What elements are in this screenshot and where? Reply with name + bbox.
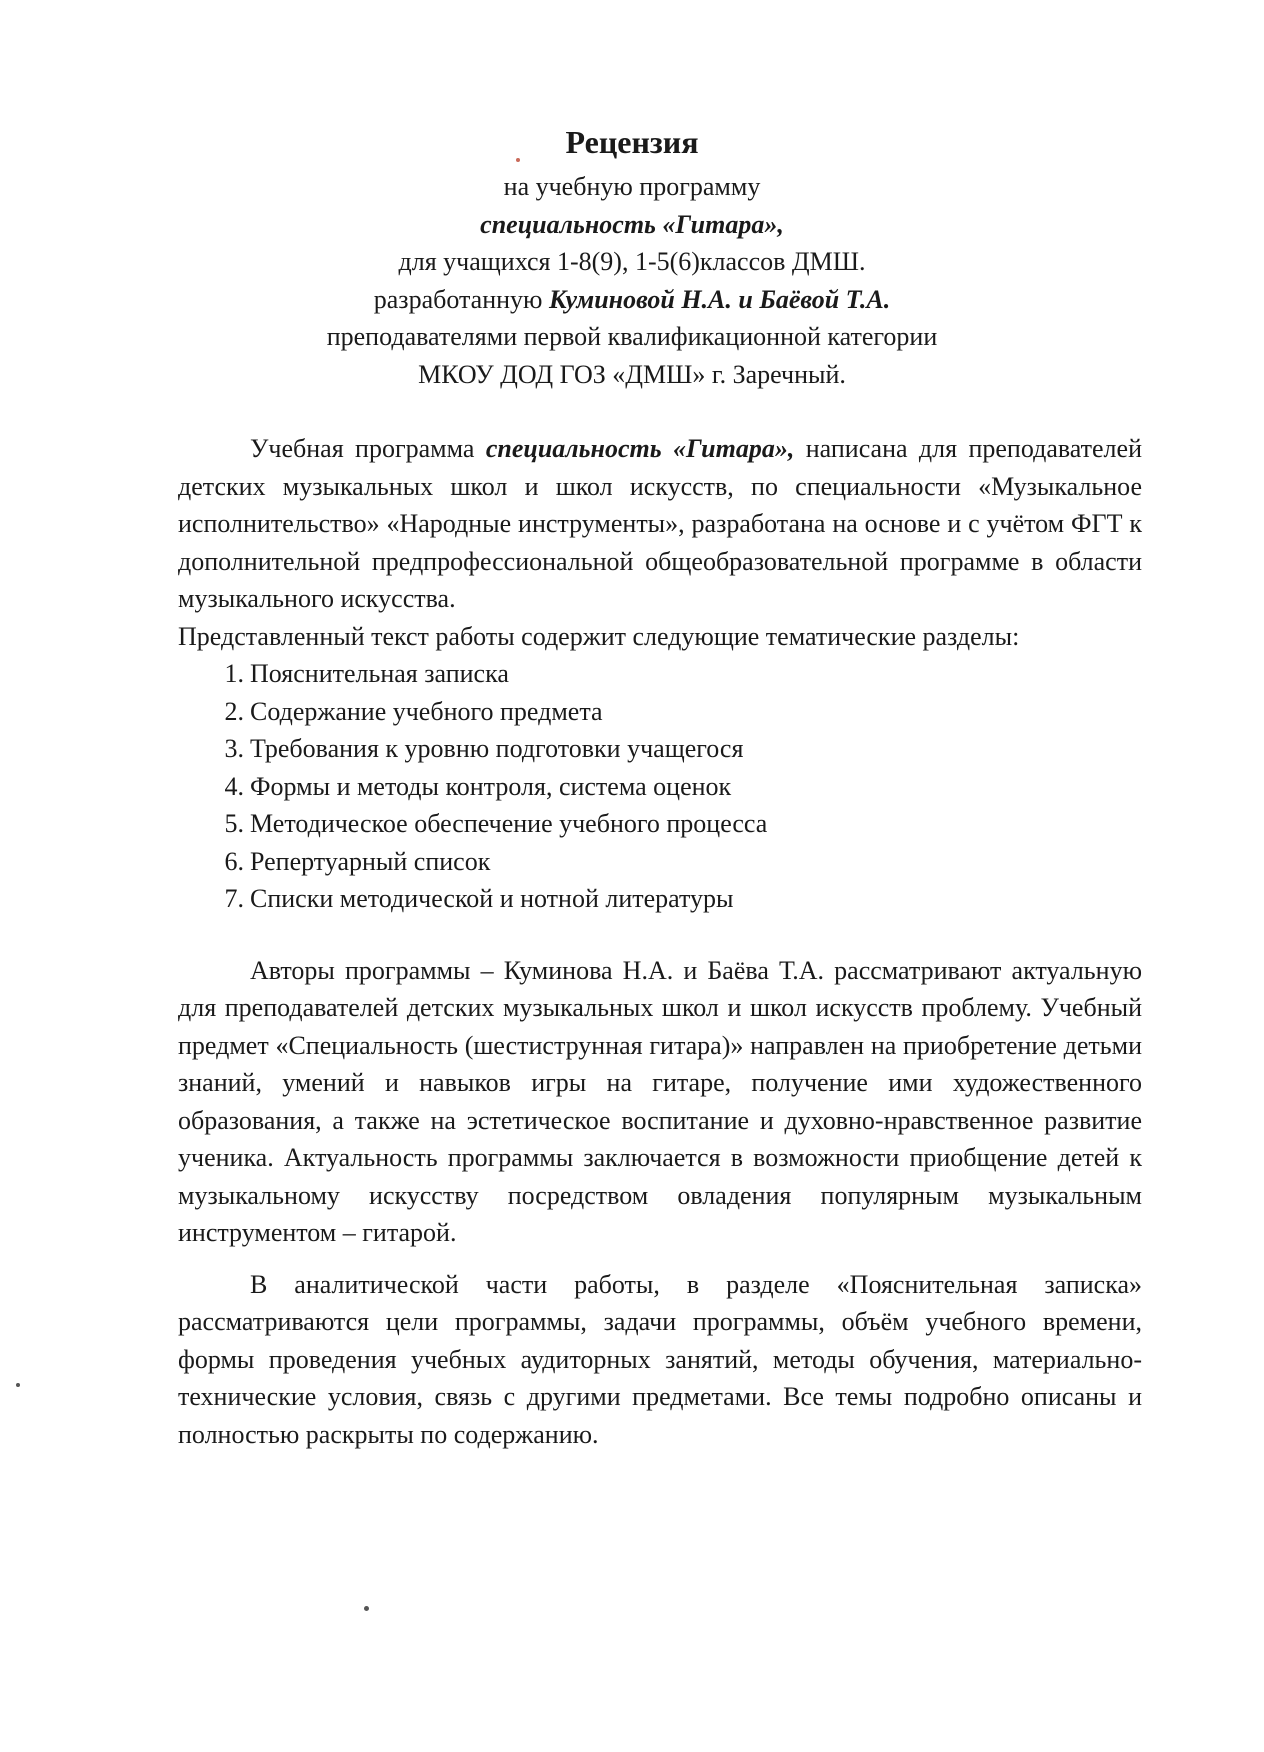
- header-line-institution: МКОУ ДОД ГОЗ «ДМШ» г. Заречный.: [418, 359, 846, 389]
- authors-paragraph: Авторы программы – Куминова Н.А. и Баёва Т.А. рассматривают актуальную для преподавателей детских музыкальных школ и школ искусств проблему. Учебный предмет «Специальность (шестиструнная гитара)» направлен на приобретение детьми знаний, умений и навыков игры на гитаре, получение ими художественного образования, а также на эстетическое воспитание и духовно-нравственное развитие ученика. Актуальность программы заключается в возможности приобщение детей к музыкальному искусству посредством овладения популярным музыкальным инструментом – гитарой.: [178, 955, 1142, 1247]
- header-line-specialty: [0, 206, 1264, 244]
- scan-speck: [364, 1606, 369, 1611]
- specialty-name: специальность «Гитара»,: [480, 209, 784, 239]
- intro-paragraph: [178, 430, 1142, 618]
- spacer: [178, 918, 1142, 952]
- sections-list: [178, 655, 1142, 918]
- header-line-classes: для учащихся 1-8(9), 1-5(6)классов ДМШ.: [398, 247, 866, 276]
- authors-names: Куминовой Н.А. и Баёвой Т.А.: [548, 284, 891, 314]
- sections-intro: Представленный текст работы содержит следующие тематические разделы:: [178, 621, 1020, 651]
- document-body: [178, 430, 1142, 1453]
- spacer: [178, 1252, 1142, 1266]
- scan-speck: [16, 1383, 20, 1387]
- list-item: 6. Репертуарный список: [224, 846, 491, 876]
- intro-program-name: специальность «Гитара»,: [485, 434, 795, 463]
- list-item: 5. Методическое обеспечение учебного процесса: [224, 809, 768, 838]
- list-item: 2. Содержание учебного предмета: [224, 696, 603, 726]
- list-item: 3. Требования к уровню подготовки учащегося: [224, 734, 744, 763]
- analysis-paragraph: В аналитической части работы, в разделе «Пояснительная записка» рассматриваются цели программы, задачи программы, объём учебного времени, формы проведения учебных аудиторных занятий, методы обучения, материально-технические условия, связь с другими предметами. Все темы подробно описаны и полностью раскрыты по содержанию.: [178, 1269, 1142, 1449]
- list-item: 1. Пояснительная записка: [224, 659, 509, 688]
- intro-lead: Учебная программа: [250, 434, 486, 463]
- list-item: 7. Списки методической и нотной литературы: [224, 884, 734, 913]
- header-line-authors: [0, 281, 1264, 319]
- document-header: [0, 118, 1264, 393]
- header-line-subject: на учебную программу: [503, 172, 761, 201]
- header-line-category: преподавателями первой квалификационной категории: [326, 322, 938, 351]
- document-title: Рецензия: [565, 124, 699, 160]
- intro-rest: написана для преподавателей детских музыкальных школ и школ искусств, по специальности «Музыкальное исполнительство» «Народные инструменты», разработана на основе и с учётом ФГТ к дополнительной предпрофессиональной общеобразовательной программе в области музыкального искусства.: [178, 434, 1142, 613]
- authors-prefix: разработанную: [373, 284, 549, 314]
- list-item: 4. Формы и методы контроля, система оценок: [224, 771, 732, 801]
